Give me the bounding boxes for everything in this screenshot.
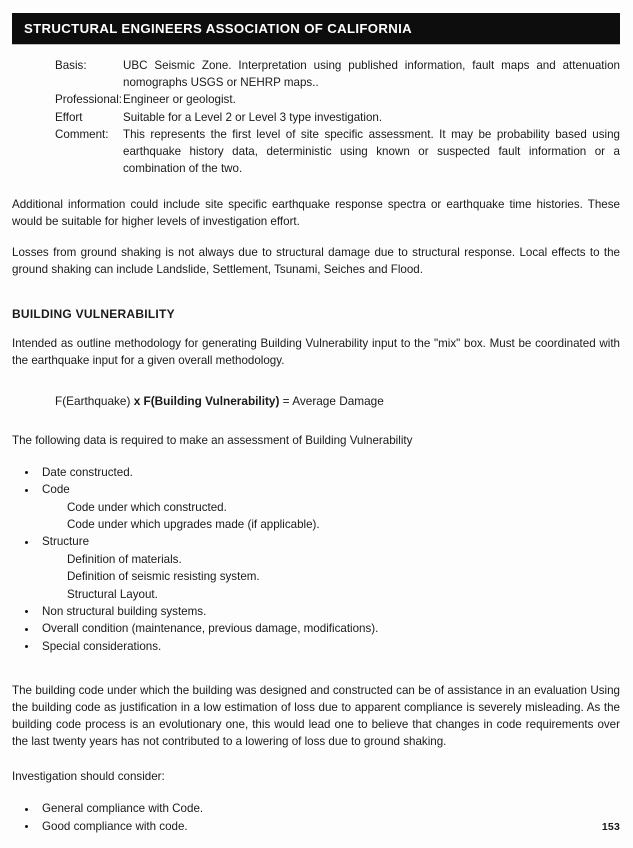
list-item [12,638,620,655]
list-item [12,620,620,637]
formula-part-average-damage: = Average Damage [279,393,384,408]
bullet-dot-icon [25,541,28,544]
sub-list-item: Structural Layout. [67,587,158,601]
list-item-label: Code [42,483,70,497]
list-item [12,603,620,620]
sub-list-item: Code under which constructed. [67,500,227,514]
list-item [12,464,620,481]
definition-row [12,110,620,128]
list-item-label: General compliance with Code. [42,802,204,816]
page-header-banner [12,13,620,44]
sub-item-list [42,499,620,534]
list-item-label: Date constructed. [42,465,133,479]
bullet-dot-icon [25,628,28,631]
definition-label-effort: Effort [55,110,83,124]
investigation-considerations-list [12,800,620,835]
list-item-label: Structure [42,535,90,549]
bullet-dot-icon [25,489,28,492]
sub-item-list [42,551,620,603]
definition-label-comment: Comment: [55,128,109,142]
definition-value-effort: Suitable for a Level 2 or Level 3 type investigation. [123,110,383,124]
document-body [12,58,620,835]
sub-list-item: Code under which upgrades made (if applicable). [67,517,320,531]
definition-value-basis: UBC Seismic Zone. Interpretation using published information, fault maps and attenuation nomographs USGS or NEHRP maps.. [123,59,620,89]
definition-label-professional: Professional: [55,93,123,107]
list-item-label: Special considerations. [42,639,162,653]
bullet-dot-icon [25,610,28,613]
paragraph-building-code: The building code under which the building was designed and constructed can be of assistance in an evaluation Using the building code as justification in a low estimation of loss due to apparent compliance is severely misleading. As the building code process is an evolutionary one, this would lead one to believe that changes in code requirements over the last twenty years has not contributed to a lowering of loss due to ground shaking. [12,684,620,748]
list-item-label: Good compliance with code. [42,819,188,833]
seismic-criteria-definition-list [12,58,620,178]
formula-part-building-vulnerability: x F(Building Vulnerability) [133,393,280,408]
bullet-dot-icon [25,825,28,828]
organization-title: STRUCTURAL ENGINEERS ASSOCIATION OF CALIFORNIA [24,21,413,36]
definition-row [12,127,620,178]
paragraph-investigation-should-consider: Investigation should consider: [12,770,165,784]
bullet-dot-icon [25,808,28,811]
definition-row [12,58,620,92]
page-number: 153 [601,821,620,833]
formula-part-earthquake: F(Earthquake) [55,393,134,408]
list-item [12,800,620,817]
list-item-label: Non structural building systems. [42,604,207,618]
damage-formula [12,393,620,410]
bullet-dot-icon [25,471,28,474]
definition-label-basis: Basis: [55,59,87,72]
bullet-dot-icon [25,645,28,648]
sub-list-item: Definition of seismic resisting system. [67,570,260,584]
paragraph-additional-information: Additional information could include site specific earthquake response spectra or earthquake time histories. These would be suitable for higher levels of investigation effort. [12,198,620,228]
data-requirements-list [12,464,620,655]
definition-value-comment: This represents the first level of site specific assessment. It may be probability based using earthquake history data, deterministic using known or suspected fault information or a combination of the two. [123,128,620,175]
list-item [12,818,620,835]
sub-list-item: Definition of materials. [67,552,182,566]
definition-value-professional: Engineer or geologist. [123,93,236,107]
list-item [12,533,620,603]
list-item-label: Overall condition (maintenance, previous damage, modifications). [42,622,379,636]
definition-row [12,92,620,110]
section-heading-building-vulnerability: BUILDING VULNERABILITY [12,307,175,322]
paragraph-intended-as-outline: Intended as outline methodology for generating Building Vulnerability input to the "mix" box. Must be coordinated with the earthquake input for a given overall methodology. [12,337,620,368]
paragraph-following-data: The following data is required to make an assessment of Building Vulnerability [12,433,413,447]
paragraph-losses-ground-shaking: Losses from ground shaking is not always due to structural damage due to structural response. Local effects to the ground shaking can include Landslide, Settlement, Tsunami, Seiches and Flood. [12,245,620,276]
list-item [12,481,620,533]
